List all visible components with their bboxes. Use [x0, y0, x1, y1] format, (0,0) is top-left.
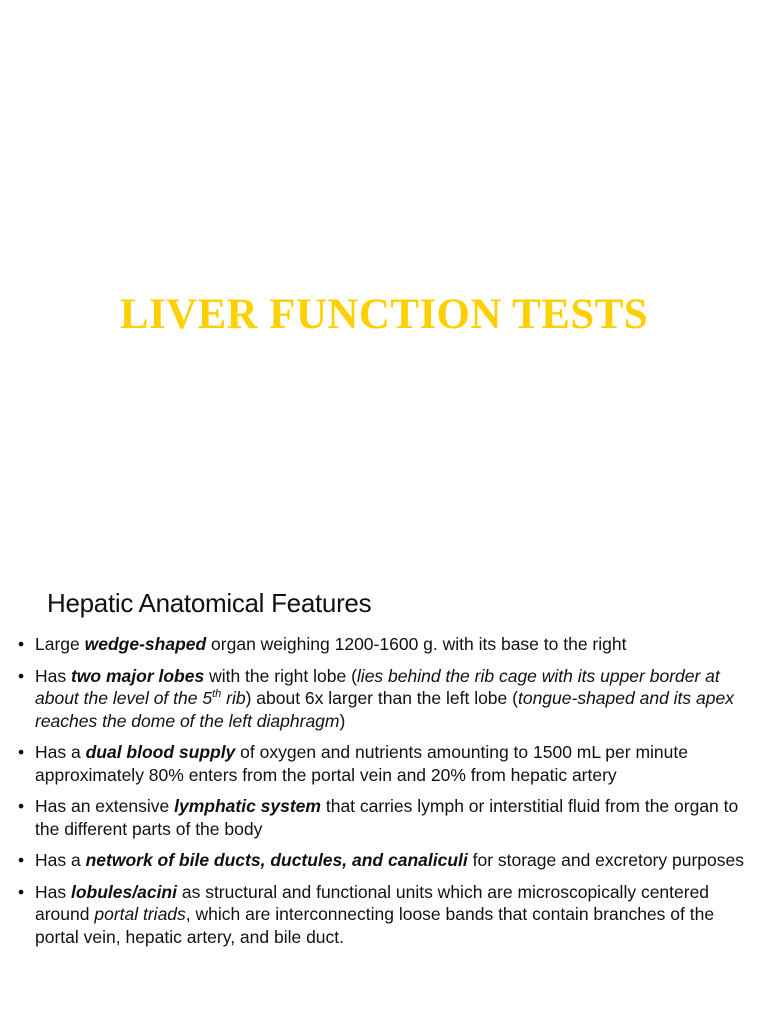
bullet-icon: •	[18, 742, 25, 762]
bullet-text: Has a	[35, 850, 86, 870]
bullet-icon: •	[18, 796, 25, 816]
bullet-emphasis: lobules/acini	[70, 881, 177, 902]
bullet-item-blood-supply	[18, 741, 754, 786]
bullet-icon: •	[18, 634, 25, 654]
superscript: th	[212, 688, 222, 701]
bullet-italic: tongue-shaped and its apex reaches the dome of the left diaphragm	[35, 688, 734, 731]
slide-title: LIVER FUNCTION TESTS	[119, 291, 649, 338]
bullet-text: organ weighing 1200-1600 g. with its base to the right	[206, 634, 627, 654]
bullet-icon: •	[18, 850, 25, 870]
bullet-item-lobules	[18, 881, 754, 949]
bullet-text: , which are interconnecting loose bands that contain branches of the portal vein, hepatic artery, and bile duct.	[35, 904, 715, 947]
bullet-italic: rib	[221, 688, 246, 708]
bullet-text: Has	[35, 665, 71, 686]
bullet-italic: lies behind the rib cage with its upper border at about the level of the 5	[35, 665, 720, 708]
bullet-text: with the right lobe (	[204, 665, 357, 686]
bullet-text: )	[339, 710, 346, 731]
bullet-text: Has a	[35, 742, 86, 762]
bullet-emphasis: wedge-shaped	[84, 634, 207, 654]
bullet-text: Large	[35, 634, 85, 654]
bullet-emphasis: lymphatic system	[174, 796, 321, 816]
bullet-emphasis: dual blood supply	[85, 742, 236, 762]
bullet-item-shape	[18, 633, 754, 656]
bullet-text: ) about 6x larger than the left lobe (	[245, 688, 518, 708]
bullet-icon: •	[18, 881, 25, 902]
bullet-item-lobes	[18, 665, 754, 733]
bullet-item-bile-ducts	[18, 849, 754, 872]
bullet-italic: portal triads	[94, 904, 186, 924]
bullet-text: for storage and excretory purposes	[467, 850, 744, 870]
bullet-emphasis: network of bile ducts, ductules, and canaliculi	[85, 850, 468, 870]
bullet-list	[18, 633, 754, 957]
bullet-text: that carries lymph or interstitial fluid from the organ to the different parts of the body	[35, 796, 739, 839]
bullet-text: Has an extensive	[35, 796, 175, 816]
bullet-text: Has	[35, 881, 71, 902]
bullet-item-lymphatic	[18, 795, 754, 840]
bullet-emphasis: two major lobes	[70, 665, 205, 686]
bullet-text: as structural and functional units which are microscopically centered around	[35, 881, 710, 924]
content-slide	[0, 576, 768, 1024]
section-heading: Hepatic Anatomical Features	[47, 588, 372, 618]
bullet-text: of oxygen and nutrients amounting to 1500 mL per minute approximately 80% enters from the portal vein and 20% from hepatic artery	[35, 742, 688, 785]
bullet-icon: •	[18, 665, 25, 686]
